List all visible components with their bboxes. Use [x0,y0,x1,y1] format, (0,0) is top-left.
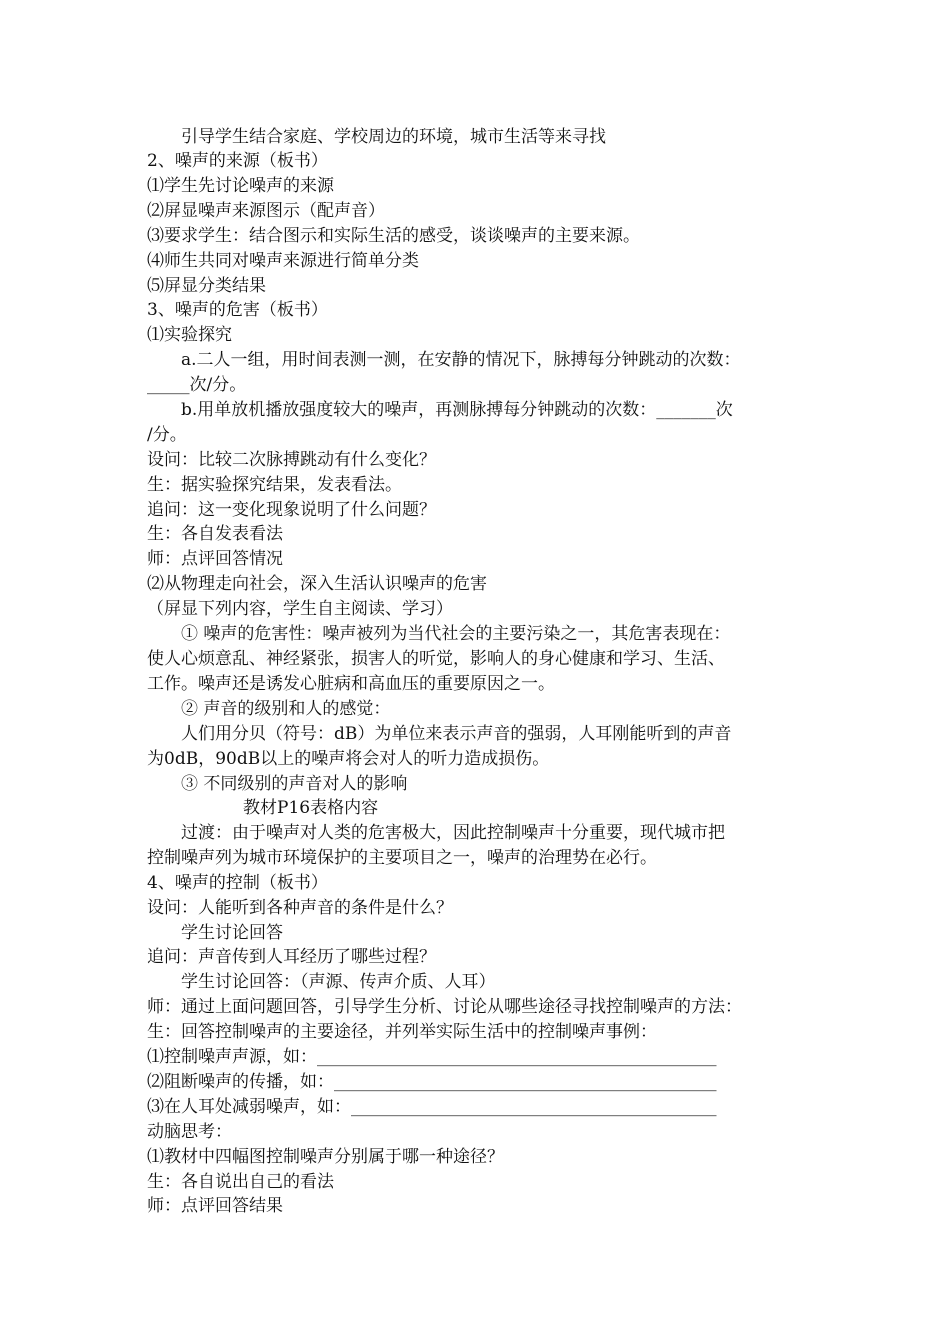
text-line: b.用单放机播放强度较大的噪声，再测脉搏每分钟跳动的次数：_______次 [181,400,733,420]
text-line: 追问：这一变化现象说明了什么问题？ [147,500,436,520]
text-line: 学生讨论回答：（声源、传声介质、人耳） [181,972,496,992]
text-line: ⑴实验探究 [147,325,232,345]
text-line: ① 噪声的危害性：噪声被列为当代社会的主要污染之一，其危害表现在： [181,624,731,644]
text-line: 设问：比较二次脉搏跳动有什么变化？ [147,450,436,470]
text-line: 生：据实验探究结果，发表看法。 [147,475,402,495]
text-line: 师：点评回答情况 [147,549,283,569]
text-line: ② 声音的级别和人的感觉： [181,699,391,719]
text-line: _____次/分。 [147,375,247,395]
text-line: 动脑思考： [147,1122,232,1142]
text-line: 生：各自发表看法 [147,524,283,544]
text-line: （屏显下列内容，学生自主阅读、学习） [147,599,453,619]
text-line: ⑵从物理走向社会，深入生活认识噪声的危害 [147,574,487,594]
text-line: 使人心烦意乱、神经紧张，损害人的听觉，影响人的身心健康和学习、生活、 [147,649,725,669]
text-line: 人们用分贝（符号：dB）为单位来表示声音的强弱，人耳刚能听到的声音 [181,724,732,744]
section-heading: 4、噪声的控制（板书） [147,873,328,893]
text-line: 引导学生结合家庭、学校周边的环境，城市生活等来寻找 [181,127,606,147]
text-line: ⑵屏显噪声来源图示（配声音） [147,201,385,221]
text-line: ③ 不同级别的声音对人的影响 [181,774,408,794]
text-line: 生：各自说出自己的看法 [147,1172,334,1192]
text-line: 过渡：由于噪声对人类的危害极大，因此控制噪声十分重要，现代城市把 [181,823,725,843]
text-line: ⑴教材中四幅图控制噪声分别属于哪一种途径？ [147,1147,504,1167]
text-line: 工作。噪声还是诱发心脏病和高血压的重要原因之一。 [147,674,555,694]
text-line: 生：回答控制噪声的主要途径，并列举实际生活中的控制噪声事例： [147,1022,657,1042]
text-line: 控制噪声列为城市环境保护的主要项目之一，噪声的治理势在必行。 [147,848,657,868]
section-heading: 2、噪声的来源（板书） [147,151,328,171]
text-line: ⑶要求学生：结合图示和实际生活的感受，谈谈噪声的主要来源。 [147,226,640,246]
fill-in-line: ⑵阻断噪声的传播，如：_____________________________________________ [147,1072,717,1092]
text-line: ⑸屏显分类结果 [147,276,266,296]
fill-in-line: ⑶在人耳处减弱噪声，如：___________________________________________ [147,1097,717,1117]
text-line: 师：通过上面问题回答，引导学生分析、讨论从哪些途径寻找控制噪声的方法： [147,997,742,1017]
text-line: a.二人一组，用时间表测一测，在安静的情况下，脉搏每分钟跳动的次数： [181,350,741,370]
text-line: 为0dB，90dB以上的噪声将会对人的听力造成损伤。 [147,749,550,769]
text-line: 师：点评回答结果 [147,1196,283,1216]
text-line: 教材P16表格内容 [243,798,379,818]
section-heading: 3、噪声的危害（板书） [147,300,328,320]
text-line: 设问：人能听到各种声音的条件是什么？ [147,898,453,918]
text-line: ⑷师生共同对噪声来源进行简单分类 [147,251,419,271]
fill-in-line: ⑴控制噪声声源，如：_______________________________________________ [147,1047,717,1067]
text-line: 学生讨论回答 [181,923,283,943]
text-line: ⑴学生先讨论噪声的来源 [147,176,334,196]
text-line: 追问：声音传到人耳经历了哪些过程？ [147,947,436,967]
text-line: /分。 [147,425,187,445]
